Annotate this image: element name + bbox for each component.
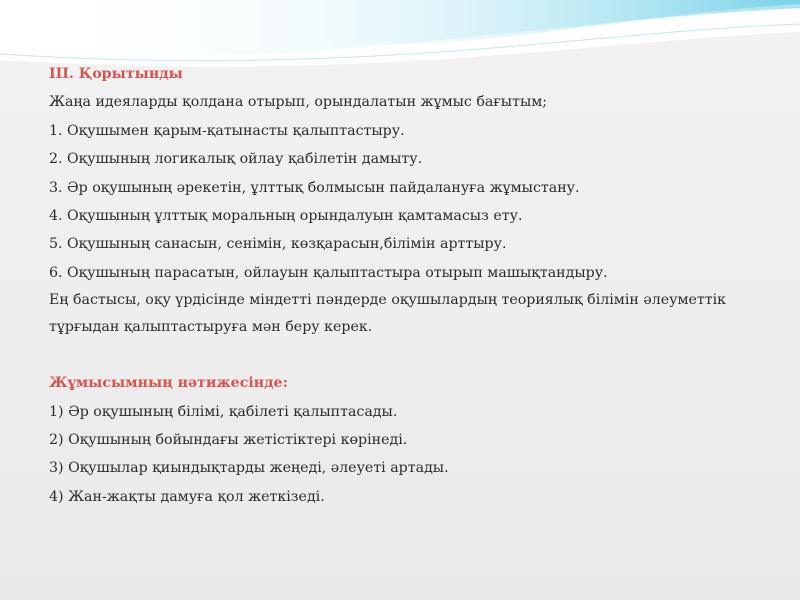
list-item: 5. Оқушының санасын, сенімін, көзқарасын,білімін арттыру. (49, 236, 507, 253)
list-item: 2. Оқушының логикалық ойлау қабілетін дамыту. (49, 151, 423, 168)
intro-text: Жаңа идеяларды қолдана отырып, орындалатын жұмыс бағытым; (49, 94, 548, 111)
result-item: 1) Әр оқушының білімі, қабілеті қалыптасады. (49, 403, 398, 420)
list-item: 6. Оқушының парасатын, ойлауын қалыптастыра отырып машықтандыру. (49, 264, 608, 281)
section-heading-results: Жұмысымның нәтижесінде: (49, 375, 288, 392)
list-item: 1. Оқушымен қарым-қатынасты қалыптастыру. (49, 122, 405, 139)
result-item: 3) Оқушылар қиындықтарды жеңеді, әлеуеті артады. (49, 460, 449, 477)
list-item: 4. Оқушының ұлттық моральның орындалуын қамтамасыз ету. (49, 207, 523, 224)
result-item: 2) Оқушының бойындағы жетістіктері көрінеді. (49, 431, 408, 448)
conclusion-paragraph: Ең бастысы, оқу үрдісінде міндетті пәндерде оқушылардың теориялық білімін әлеуметтік тұрғыдан қалыптастыруға мән беру керек. (49, 292, 727, 336)
list-item: 3. Әр оқушының әрекетін, ұлттық болмысын пайдалануға жұмыстану. (49, 179, 580, 196)
result-item: 4) Жан-жақты дамуға қол жеткізеді. (49, 488, 325, 505)
slide-body (49, 60, 749, 511)
spacer (49, 341, 749, 369)
section-heading-conclusion: ІІІ. Қорытынды (49, 66, 183, 82)
